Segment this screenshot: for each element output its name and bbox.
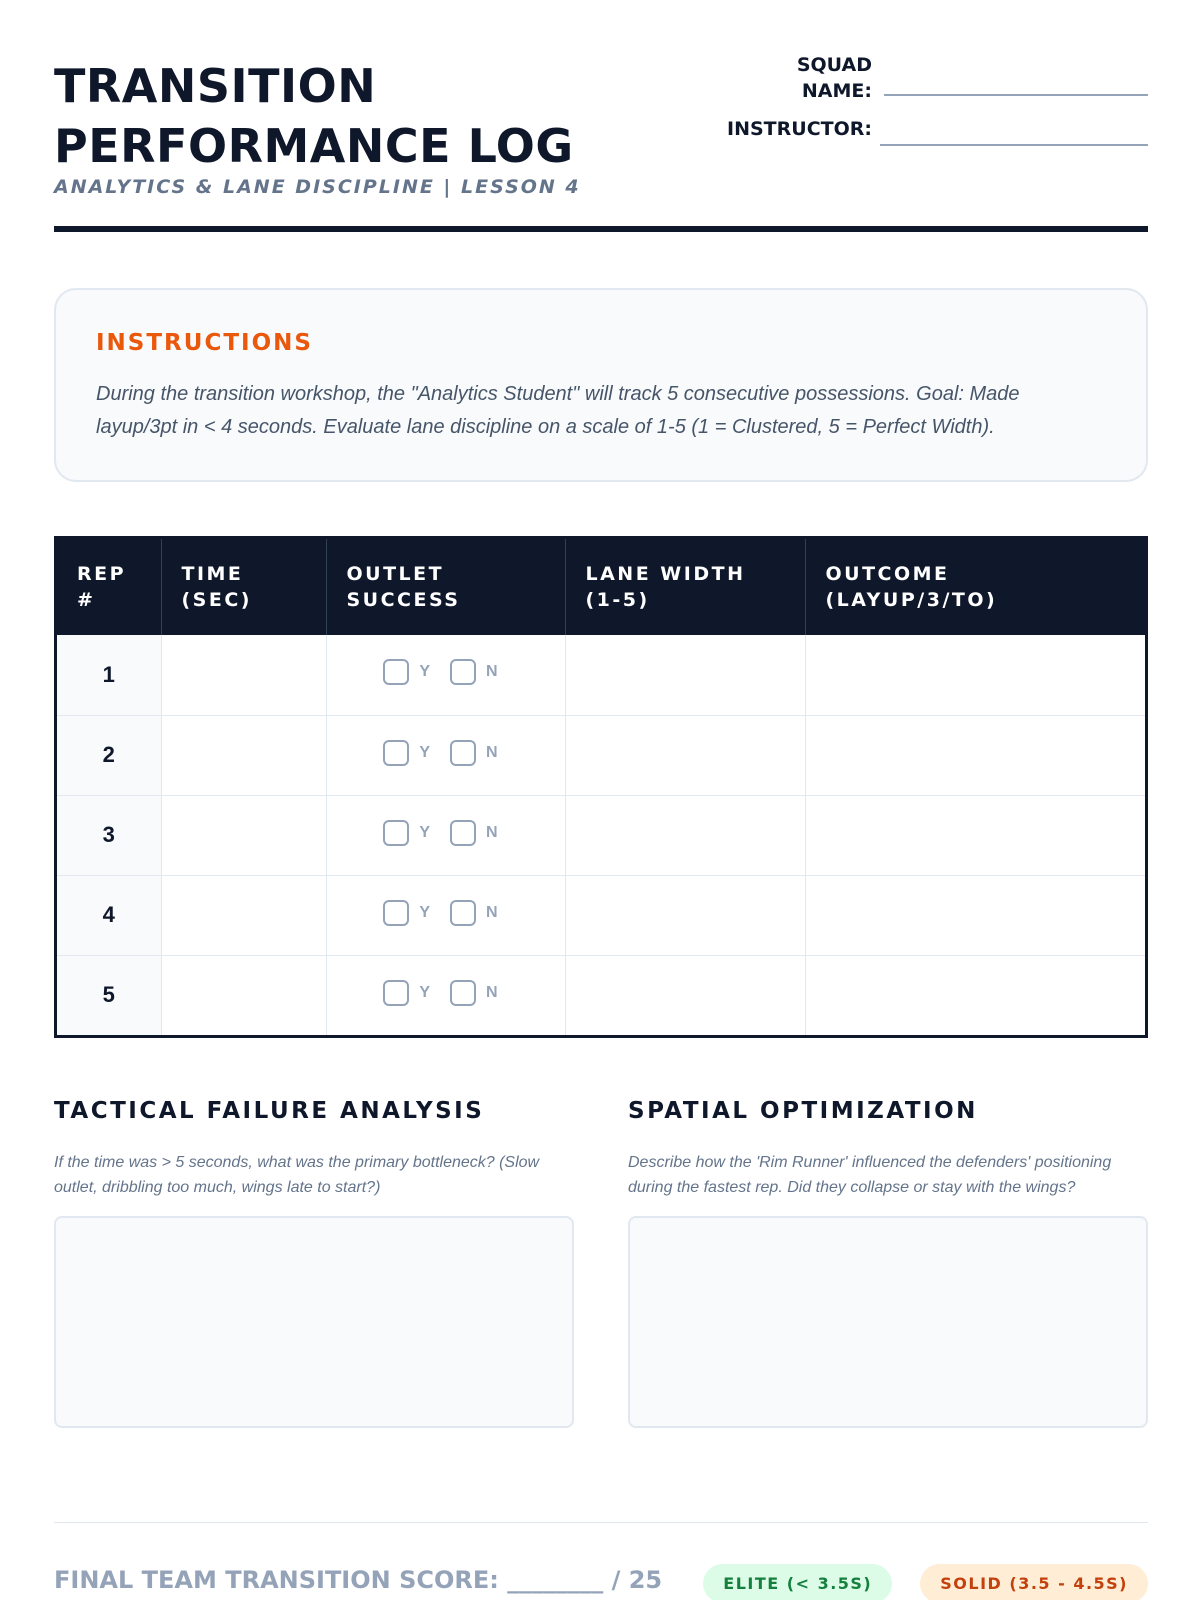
table-row <box>57 635 1145 715</box>
tactical-description: If the time was > 5 seconds, what was the primary bottleneck? (Slow outlet, dribbling too much, wings late to start?) <box>54 1154 540 1196</box>
outlet-yes-checkbox[interactable] <box>383 659 409 685</box>
outcome-cell[interactable] <box>805 875 1145 955</box>
outlet-cell <box>326 955 565 1035</box>
tactical-answer-box[interactable] <box>54 1216 574 1428</box>
rep-number: 1 <box>57 635 161 715</box>
table-row <box>57 715 1145 795</box>
yes-label: Y <box>419 823 431 841</box>
title-line-1: TRANSITION <box>54 59 377 113</box>
elite-badge: ELITE (< 3.5S) <box>703 1564 892 1600</box>
spatial-description: Describe how the 'Rim Runner' influenced the defenders' positioning during the fastest rep. Did they collapse or stay with the wings? <box>628 1154 1112 1196</box>
table-row <box>57 955 1145 1035</box>
squad-label-line-1: SQUAD <box>796 54 872 76</box>
spatial-answer-box[interactable] <box>628 1216 1148 1428</box>
title-line-2: PERFORMANCE LOG <box>54 119 574 173</box>
outlet-yes-checkbox[interactable] <box>383 980 409 1006</box>
tactical-failure-section <box>54 1098 574 1428</box>
no-label: N <box>486 983 498 1001</box>
time-cell[interactable] <box>161 715 326 795</box>
header-divider <box>54 226 1148 232</box>
tactical-heading: TACTICAL FAILURE ANALYSIS <box>54 1098 485 1124</box>
squad-label-line-2: NAME: <box>801 80 872 102</box>
outlet-yes-checkbox[interactable] <box>383 900 409 926</box>
column-header-outlet: OUTLET SUCCESS <box>326 539 565 635</box>
rep-number: 3 <box>57 795 161 875</box>
footer-divider <box>54 1522 1148 1523</box>
no-label: N <box>486 663 498 681</box>
yes-label: Y <box>419 663 431 681</box>
outlet-cell <box>326 635 565 715</box>
time-cell[interactable] <box>161 875 326 955</box>
outlet-yes-checkbox[interactable] <box>383 740 409 766</box>
performance-table <box>54 536 1148 1038</box>
column-header-lane-width: LANE WIDTH (1-5) <box>565 539 805 635</box>
instructions-box <box>54 288 1148 482</box>
rep-number: 2 <box>57 715 161 795</box>
solid-badge: SOLID (3.5 - 4.5S) <box>920 1564 1148 1600</box>
outcome-cell[interactable] <box>805 955 1145 1035</box>
yes-label: Y <box>419 743 431 761</box>
spatial-optimization-section <box>628 1098 1148 1428</box>
instructor-field[interactable] <box>708 52 1148 140</box>
outcome-cell[interactable] <box>805 715 1145 795</box>
time-cell[interactable] <box>161 955 326 1035</box>
outlet-yes-checkbox[interactable] <box>383 820 409 846</box>
yes-label: Y <box>419 903 431 921</box>
outlet-no-checkbox[interactable] <box>450 740 476 766</box>
rep-number: 5 <box>57 955 161 1035</box>
page-subtitle: ANALYTICS & LANE DISCIPLINE | LESSON 4 <box>54 176 581 198</box>
table-header-row <box>57 539 1145 635</box>
lane-width-cell[interactable] <box>565 715 805 795</box>
time-cell[interactable] <box>161 795 326 875</box>
outcome-cell[interactable] <box>805 795 1145 875</box>
lane-width-cell[interactable] <box>565 875 805 955</box>
lane-width-cell[interactable] <box>565 795 805 875</box>
column-header-rep: REP # <box>57 539 161 635</box>
no-label: N <box>486 743 498 761</box>
yes-label: Y <box>419 983 431 1001</box>
instructor-blank[interactable] <box>880 144 1148 146</box>
outlet-cell <box>326 795 565 875</box>
no-label: N <box>486 903 498 921</box>
benchmark-badges <box>703 1564 1148 1600</box>
outcome-cell[interactable] <box>805 635 1145 715</box>
column-header-outcome: OUTCOME (LAYUP/3/TO) <box>805 539 1145 635</box>
instructions-heading: INSTRUCTIONS <box>96 330 313 356</box>
outlet-no-checkbox[interactable] <box>450 659 476 685</box>
outlet-no-checkbox[interactable] <box>450 900 476 926</box>
lane-width-cell[interactable] <box>565 635 805 715</box>
no-label: N <box>486 823 498 841</box>
instructions-text: During the transition workshop, the "Analytics Student" will track 5 consecutive possessions. Goal: Made layup/3pt in < 4 seconds. Evaluate lane discipline on a scale of 1-5 (1 = Clustered, 5 = Perfect Width). <box>96 383 1020 438</box>
performance-log-sheet <box>54 0 1148 1600</box>
outlet-no-checkbox[interactable] <box>450 980 476 1006</box>
time-cell[interactable] <box>161 635 326 715</box>
final-score-label: FINAL TEAM TRANSITION SCORE: ________ / 25 <box>54 1566 663 1594</box>
table-row <box>57 875 1145 955</box>
outlet-cell <box>326 875 565 955</box>
outlet-no-checkbox[interactable] <box>450 820 476 846</box>
lane-width-cell[interactable] <box>565 955 805 1035</box>
table-row <box>57 795 1145 875</box>
spatial-heading: SPATIAL OPTIMIZATION <box>628 1098 978 1124</box>
instructor-label: INSTRUCTOR: <box>727 118 872 140</box>
outlet-cell <box>326 715 565 795</box>
column-header-time: TIME (SEC) <box>161 539 326 635</box>
header-meta-fields <box>708 52 1148 140</box>
page-title <box>54 56 574 176</box>
rep-number: 4 <box>57 875 161 955</box>
